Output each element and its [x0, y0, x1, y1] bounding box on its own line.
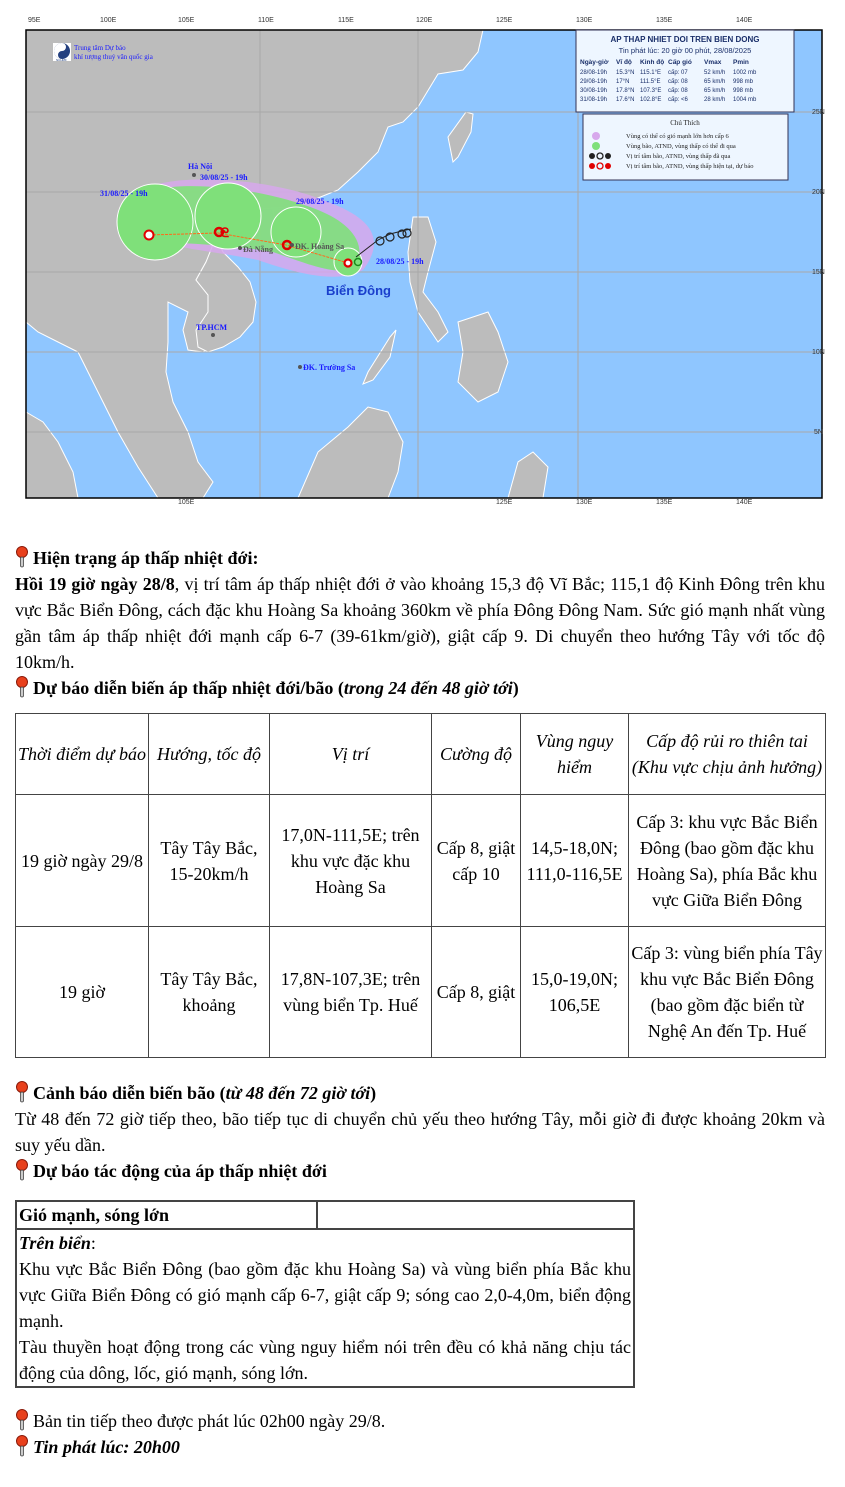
lon-tick: 125E — [496, 17, 513, 24]
lat-tick: 10N — [812, 349, 825, 356]
map-legend — [583, 114, 788, 180]
legend-title: Chú Thích — [670, 119, 700, 127]
lon-tick-bottom: 125E — [496, 499, 513, 506]
section-warning-heading — [15, 1080, 825, 1106]
info-cell: 1004 mb — [733, 97, 757, 103]
impact-line-1: Khu vực Bắc Biển Đông (bao gồm đặc khu Hoàng Sa) và vùng biển phía Bắc khu vực Giữa Biển Đông có gió mạnh cấp 6-7, giật cấp 9; sóng cao 2,0-4,0m, biển động mạnh. — [19, 1259, 631, 1331]
info-col-header: Cấp gió — [668, 59, 692, 66]
current-storm-icon — [589, 163, 595, 169]
current-position-icon — [345, 260, 352, 267]
pushpin-icon — [15, 1159, 29, 1181]
next-bulletin — [15, 1408, 825, 1434]
cell-intensity — [432, 927, 521, 1058]
place-hcm: TP.HCM — [196, 323, 228, 332]
sea-label-bien-dong: Biển Đông — [326, 283, 391, 298]
cell-risk-level: Cấp 3: khu vực Bắc Biển Đông (bao gồm đặc khu Hoàng Sa), phía Bắc khu vực Giữa Biển Đông — [629, 795, 826, 927]
current-title: Hiện trạng áp thấp nhiệt đới: — [33, 548, 259, 568]
place-danang: Đà Nẵng — [243, 245, 274, 254]
wind-zone-swatch — [592, 132, 600, 140]
place-hanoi: Hà Nội — [188, 162, 213, 171]
pushpin-icon — [15, 546, 29, 568]
header-time: Thời điểm dự báo — [16, 714, 149, 795]
info-cell: 65 km/h — [704, 88, 726, 94]
current-low-icon — [605, 163, 611, 169]
cell-risk-level: Cấp 3: vùng biển phía Tây khu vực Bắc Biển Đông (bao gồm đặc biển từ Nghệ An đến Tp. Huế — [629, 927, 826, 1058]
lon-tick: 105E — [178, 17, 195, 24]
cell-direction-text: Tây Tây Bắc, khoảng — [160, 969, 258, 1015]
info-cell: 17°N — [616, 79, 630, 85]
legend-item: Vùng có thể có gió mạnh lớn hơn cấp 6 — [626, 133, 729, 140]
header-risk-level: Cấp độ rủi ro thiên tai (Khu vực chịu ảnh hưởng) — [629, 714, 826, 795]
past-low-icon — [605, 153, 611, 159]
info-cell: 998 mb — [733, 79, 754, 85]
forecast-title-end: ) — [512, 678, 519, 698]
section-impact-heading — [15, 1158, 825, 1184]
cell-danger-zone: 14,5-18,0N; 111,0-116,5E — [521, 795, 629, 927]
info-cell: 111.5°E — [640, 79, 661, 85]
place-truongsa: ĐK. Trường Sa — [303, 363, 356, 372]
track-label-29-08: 29/08/25 - 19h — [296, 197, 344, 206]
info-box-issued: Tin phát lúc: 20 giờ 00 phút, 28/08/2025 — [618, 46, 752, 55]
info-cell: cấp: 08 — [668, 88, 688, 94]
info-cell: 28/08-19h — [580, 70, 608, 76]
info-cell: 115.1°E — [640, 70, 661, 76]
info-cell: 28 km/h — [704, 97, 726, 103]
lat-tick: 25N — [812, 109, 825, 116]
lon-tick: 135E — [656, 17, 673, 24]
warning-body: Từ 48 đến 72 giờ tiếp theo, bão tiếp tục di chuyển chủ yếu theo hướng Tây, mỗi giờ đi được khoảng 20km và suy yếu dần. — [15, 1109, 825, 1155]
issued-at-text: Tin phát lúc: 20h00 — [33, 1437, 180, 1457]
lon-tick: 95E — [28, 17, 41, 24]
cell-direction: Tây Tây Bắc, 15-20km/h — [149, 795, 270, 927]
cell-intensity: Cấp 8, giật cấp 10 — [432, 795, 521, 927]
info-cell: cấp: 07 — [668, 70, 688, 76]
forecast-table — [15, 713, 826, 1058]
impact-title: Dự báo tác động của áp thấp nhiệt đới — [33, 1161, 327, 1181]
impact-body — [16, 1229, 634, 1387]
place-hoangsa: ĐK. Hoàng Sa — [295, 242, 345, 251]
impact-header: Gió mạnh, sóng lớn — [16, 1201, 317, 1229]
header-intensity: Cường độ — [432, 714, 521, 795]
impact-sea-colon: : — [90, 1233, 96, 1253]
info-cell: 52 km/h — [704, 70, 726, 76]
header-danger-zone: Vùng nguy hiểm — [521, 714, 629, 795]
low-pressure-icon — [145, 231, 154, 240]
storm-zone-swatch — [592, 142, 600, 150]
header-position: Vị trí — [270, 714, 432, 795]
lat-tick: 15N — [812, 269, 825, 276]
info-col-header: Vmax — [704, 59, 722, 66]
section-current-heading — [15, 545, 825, 571]
warning-title: Cảnh báo diễn biến bão ( — [33, 1083, 226, 1103]
info-cell: 65 km/h — [704, 79, 726, 85]
agency-logo — [53, 43, 71, 62]
lon-tick: 100E — [100, 17, 117, 24]
storm-track-map — [18, 12, 830, 506]
info-cell: cấp: <6 — [668, 97, 688, 103]
forecast-title-range: trong 24 đến 48 giờ tới — [343, 678, 513, 698]
cell-intensity-text: Cấp 8, giật — [436, 982, 516, 1002]
issued-at — [15, 1434, 825, 1460]
storm-info-box — [576, 30, 794, 112]
info-col-header: Vĩ độ — [616, 59, 632, 66]
forecast-title: Dự báo diễn biến áp thấp nhiệt đới/bão ( — [33, 678, 344, 698]
bulletin-content — [15, 545, 825, 1460]
warning-title-end: ) — [370, 1083, 377, 1103]
cell-position: 17,8N-107,3E; trên vùng biển Tp. Huế — [270, 927, 432, 1058]
forecast-table-header — [16, 714, 826, 795]
lat-tick: 5N — [814, 429, 823, 436]
pushpin-icon — [15, 1081, 29, 1103]
lon-tick: 130E — [576, 17, 593, 24]
info-cell: 17.6°N — [616, 97, 635, 103]
map-svg — [18, 12, 830, 506]
info-cell: 107.3°E — [640, 88, 662, 94]
next-bulletin-text: Bản tin tiếp theo được phát lúc 02h00 ngày 29/8. — [33, 1411, 386, 1431]
track-label-28-08: 28/08/25 - 19h — [376, 257, 424, 266]
lon-tick-bottom: 130E — [576, 499, 593, 506]
forecast-row — [16, 795, 826, 927]
pushpin-icon — [15, 1435, 29, 1457]
pushpin-icon — [15, 676, 29, 698]
current-lead: Hồi 19 giờ ngày 28/8 — [15, 574, 175, 594]
current-paragraph — [15, 571, 825, 675]
info-cell: 102.8°E — [640, 97, 662, 103]
info-cell: 31/08-19h — [580, 97, 608, 103]
past-storm-icon — [589, 153, 595, 159]
cell-danger-zone-text: 15,0-19,0N; 106,5E — [531, 969, 618, 1015]
impact-sea-label: Trên biển — [19, 1233, 91, 1253]
track-label-31-08: 31/08/25 - 19h — [100, 189, 148, 198]
pushpin-icon — [15, 1409, 29, 1431]
storm-icon: ᘓ — [220, 226, 230, 241]
lon-tick: 140E — [736, 17, 753, 24]
cell-danger-zone — [521, 927, 629, 1058]
lon-tick-bottom: 135E — [656, 499, 673, 506]
cell-time: 19 giờ — [16, 927, 149, 1058]
info-col-header: Kinh độ — [640, 59, 665, 66]
info-cell: 29/08-19h — [580, 79, 608, 85]
track-label-30-08: 30/08/25 - 19h — [200, 173, 248, 182]
logo-text: NCHMF — [56, 58, 67, 62]
legend-item: Vùng bão, ATND, vùng thấp có thể đi qua — [626, 143, 736, 150]
lon-tick: 115E — [338, 17, 354, 24]
agency-line1: Trung tâm Dự báo — [74, 44, 126, 52]
current-body: , vị trí tâm áp thấp nhiệt đới ở vào khoảng 15,3 độ Vĩ Bắc; 115,1 độ Kinh Đông trên khu vực Bắc Biển Đông, cách đặc khu Hoàng Sa khoảng 360km về phía Đông Đông Nam. Sức gió mạnh nhất vùng gần tâm áp thấp nhiệt đới mạnh cấp 6-7 (39-61km/giờ), giật cấp 9. Di chuyển theo hướng Tây với tốc độ 10km/h. — [15, 574, 826, 672]
info-box-title: AP THAP NHIET DOI TREN BIEN DONG — [610, 35, 760, 44]
legend-item: Vị trí tâm bão, ATND, vùng thấp đã qua — [626, 153, 731, 160]
info-col-header: Pmin — [733, 59, 749, 66]
cell-direction — [149, 927, 270, 1058]
impact-table — [15, 1200, 635, 1388]
info-cell: cấp: 08 — [668, 79, 688, 85]
info-cell: 30/08-19h — [580, 88, 608, 94]
cell-position: 17,0N-111,5E; trên khu vực đặc khu Hoàng Sa — [270, 795, 432, 927]
legend-item: Vị trí tâm bão, ATND, vùng thấp hiện tại, dự báo — [626, 163, 754, 170]
warning-title-range: từ 48 đến 72 giờ tới — [225, 1083, 371, 1103]
section-forecast-heading — [15, 675, 825, 701]
lon-tick-bottom: 140E — [736, 499, 753, 506]
header-direction: Hướng, tốc độ — [149, 714, 270, 795]
impact-line-2: Tàu thuyền hoạt động trong các vùng nguy hiểm nói trên đều có khả năng chịu tác động của dông, lốc, gió mạnh, sóng lớn. — [19, 1337, 631, 1383]
lat-tick: 20N — [812, 189, 825, 196]
info-col-header: Ngày-giờ — [580, 59, 609, 66]
lon-tick-bottom: 105E — [178, 499, 195, 506]
info-cell: 998 mb — [733, 88, 754, 94]
lon-tick: 120E — [416, 17, 433, 24]
lon-tick: 110E — [258, 17, 274, 24]
cell-time: 19 giờ ngày 29/8 — [16, 795, 149, 927]
forecast-row — [16, 927, 826, 1058]
impact-header-empty — [317, 1201, 634, 1229]
agency-line2: khí tượng thuỷ văn quốc gia — [74, 53, 153, 61]
info-cell: 1002 mb — [733, 70, 757, 76]
info-cell: 15.3°N — [616, 70, 635, 76]
info-cell: 17.8°N — [616, 88, 635, 94]
